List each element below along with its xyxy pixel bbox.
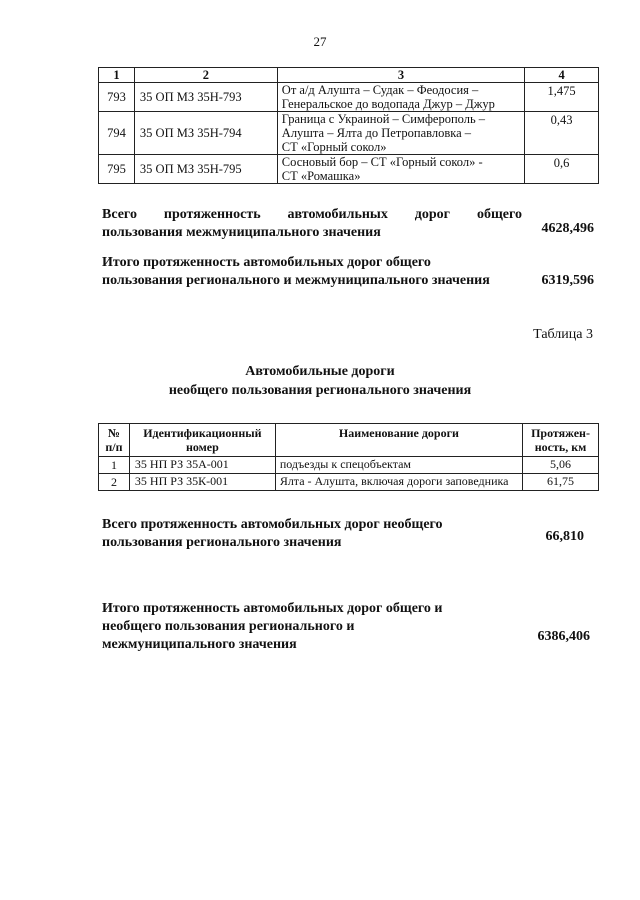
- row-number: 793: [99, 83, 135, 112]
- summary-label-line: Всего протяженность автомобильных дорог необщего: [102, 517, 443, 532]
- summary-value: 66,810: [545, 529, 584, 544]
- row-number: 2: [99, 474, 130, 491]
- road-id: 35 ОП МЗ 35Н-794: [134, 112, 277, 155]
- road-name: [277, 112, 524, 155]
- column-header: 3: [277, 68, 524, 83]
- summary-regional-intermunicipal-total: [102, 254, 594, 290]
- road-name: [277, 83, 524, 112]
- road-name: Ялта - Алушта, включая дороги заповедника: [275, 474, 522, 491]
- summary-label-line: Всего протяженность автомобильных дорог общего: [102, 207, 522, 222]
- road-name-line: От а/д Алушта – Судак – Феодосия –: [281, 83, 479, 97]
- table-row: [99, 155, 599, 184]
- road-id: 35 НП РЗ 35К-001: [129, 474, 275, 491]
- summary-regional-non-public-total: [102, 516, 584, 552]
- column-header-name: Наименование дороги: [275, 424, 522, 457]
- table-row: [99, 474, 599, 491]
- page-number: 27: [313, 34, 327, 49]
- summary-label: [102, 206, 522, 242]
- road-id: 35 ОП МЗ 35Н-793: [134, 83, 277, 112]
- header-line: Идентификационный: [143, 426, 262, 440]
- table-row: [99, 83, 599, 112]
- section-title-line: необщего пользования регионального значения: [168, 383, 472, 398]
- column-header-length: [523, 424, 599, 457]
- section-title-line: Автомобильные дороги: [245, 364, 395, 379]
- summary-label-line: Итого протяженность автомобильных дорог общего: [102, 255, 431, 270]
- table-row: [99, 112, 599, 155]
- summary-value: 4628,496: [541, 221, 594, 236]
- header-line: №: [107, 426, 120, 440]
- road-name-line: СТ «Ромашка»: [281, 169, 361, 183]
- summary-label-line: Итого протяженность автомобильных дорог общего и: [102, 601, 443, 616]
- roads-table-continued: [98, 67, 599, 184]
- row-number: 794: [99, 112, 135, 155]
- summary-label-line: пользования регионального и межмуниципального значения: [102, 273, 490, 288]
- header-line: п/п: [105, 440, 123, 454]
- summary-grand-total: [102, 600, 590, 654]
- summary-label-line: межмуниципального значения: [102, 637, 297, 652]
- row-number: 1: [99, 457, 130, 474]
- road-name-line: Граница с Украиной – Симферополь –: [281, 112, 486, 126]
- road-length: 61,75: [523, 474, 599, 491]
- table-row: [99, 457, 599, 474]
- table-caption: Таблица 3: [533, 327, 593, 342]
- road-length: 1,475: [525, 83, 599, 112]
- header-line: ность, км: [534, 440, 587, 454]
- header-line: Протяжен-: [531, 426, 590, 440]
- summary-intermunicipal-total: [102, 206, 594, 242]
- road-name-line: Алушта – Ялта до Петропавловка –: [281, 126, 472, 140]
- summary-label-line: необщего пользования регионального и: [102, 619, 355, 634]
- summary-label-line: пользования межмуниципального значения: [102, 225, 381, 240]
- row-number: 795: [99, 155, 135, 184]
- column-header: 2: [134, 68, 277, 83]
- road-name: подъезды к спецобъектам: [275, 457, 522, 474]
- column-header-number: [99, 424, 130, 457]
- column-header: 1: [99, 68, 135, 83]
- section-title: [0, 362, 640, 400]
- road-id: 35 ОП МЗ 35Н-795: [134, 155, 277, 184]
- road-id: 35 НП РЗ 35А-001: [129, 457, 275, 474]
- table-header-row: [99, 424, 599, 457]
- road-length: 0,43: [525, 112, 599, 155]
- road-name-line: Генеральское до водопада Джур – Джур: [281, 97, 495, 111]
- non-public-roads-table: [98, 423, 599, 491]
- column-header-id: [129, 424, 275, 457]
- summary-label-line: пользования регионального значения: [102, 535, 342, 550]
- road-name: [277, 155, 524, 184]
- summary-value: 6319,596: [541, 273, 594, 288]
- summary-value: 6386,406: [537, 629, 590, 644]
- column-header: 4: [525, 68, 599, 83]
- table-header-row: [99, 68, 599, 83]
- road-name-line: СТ «Горный сокол»: [281, 140, 387, 154]
- road-name-line: Сосновый бор – СТ «Горный сокол» -: [281, 155, 483, 169]
- road-length: 0,6: [525, 155, 599, 184]
- header-line: номер: [185, 440, 219, 454]
- road-length: 5,06: [523, 457, 599, 474]
